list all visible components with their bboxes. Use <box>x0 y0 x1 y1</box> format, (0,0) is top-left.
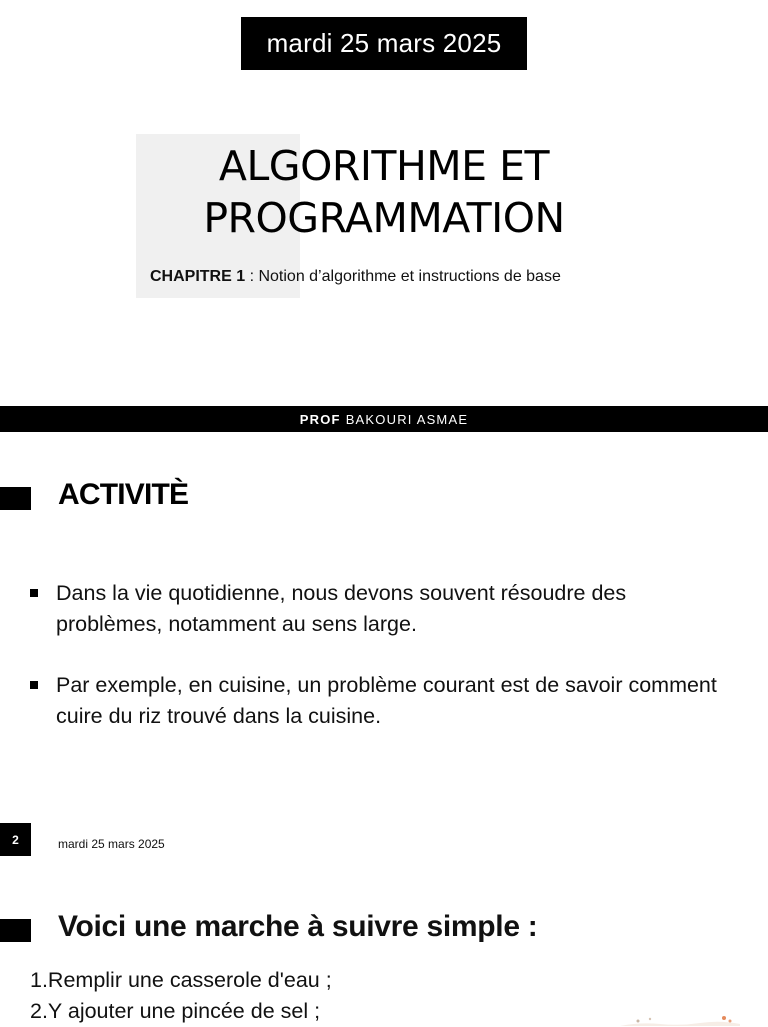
steps-list <box>30 965 332 1027</box>
square-bullet-icon <box>30 681 38 689</box>
page-number-badge <box>0 823 31 856</box>
prof-name: BAKOURI ASMAE <box>345 411 469 427</box>
heading-marker <box>0 487 31 510</box>
list-item: 2.Y ajouter une pincée de sel ; <box>30 999 321 1023</box>
chapter-subtitle <box>150 268 670 286</box>
list-item <box>28 670 728 732</box>
bullet-list <box>28 578 728 762</box>
slide-title: ACTIVITÈ <box>58 478 189 511</box>
slide-title: Voici une marche à suivre simple : <box>58 910 538 943</box>
main-title <box>150 140 618 244</box>
bullet-text: Dans la vie quotidienne, nous devons souvent résoudre des problèmes, notamment au sens large. <box>56 581 627 636</box>
page-number: 2 <box>12 832 19 847</box>
list-item: 1.Remplir une casserole d'eau ; <box>30 968 332 992</box>
list-item <box>28 578 728 640</box>
heading-marker <box>0 919 31 942</box>
title-line-2: PROGRAMMATION <box>203 194 565 242</box>
footer-date: mardi 25 mars 2025 <box>58 837 165 851</box>
bullet-text: Par exemple, en cuisine, un problème courant est de savoir comment cuire du riz trouvé dans la cuisine. <box>56 673 717 728</box>
prof-band <box>0 406 768 432</box>
chapter-text: : Notion d’algorithme et instructions de base <box>245 268 561 285</box>
title-line-1: ALGORITHME ET <box>218 142 550 190</box>
square-bullet-icon <box>30 589 38 597</box>
chapter-label: CHAPITRE 1 <box>150 268 246 285</box>
date-banner <box>241 17 527 70</box>
prof-label: PROF <box>299 411 341 427</box>
date-text: mardi 25 mars 2025 <box>266 28 502 58</box>
